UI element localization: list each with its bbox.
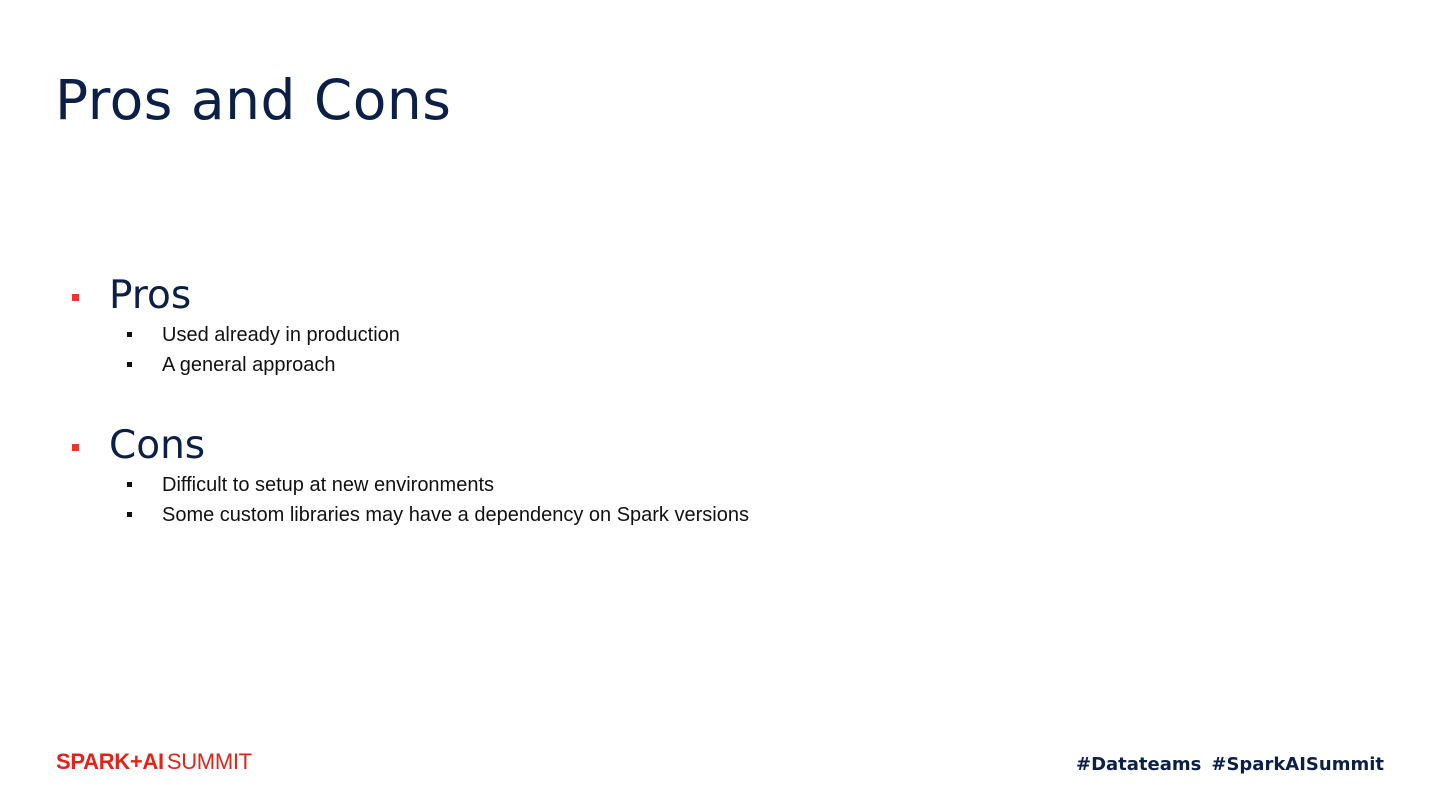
square-bullet-icon [127,482,132,487]
list-item-text: Difficult to setup at new environments [162,474,495,496]
list-item-text: A general approach [162,354,336,376]
square-bullet-icon [127,362,132,367]
pros-heading: Pros [109,273,192,318]
square-bullet-icon [72,294,79,301]
logo-bold-text: SPARK+AI [56,749,164,774]
cons-heading: Cons [109,423,206,468]
list-item [0,352,1440,382]
hashtag-sparkaisummit: #SparkAISummit [1211,754,1384,775]
cons-list [0,472,1440,532]
logo-light-text: SUMMIT [166,749,252,774]
hashtags [1076,752,1384,778]
slide-title: Pros and Cons [55,68,452,132]
cons-heading-row [0,420,1440,472]
pros-list [0,322,1440,382]
pros-heading-row [0,270,1440,322]
list-item [0,322,1440,352]
list-item [0,472,1440,502]
cons-section [0,420,1440,532]
hashtag-datateams: #Datateams [1076,754,1202,775]
square-bullet-icon [127,512,132,517]
square-bullet-icon [127,332,132,337]
square-bullet-icon [72,444,79,451]
list-item-text: Used already in production [162,324,400,346]
spark-ai-summit-logo [56,749,252,775]
list-item [0,502,1440,532]
list-item-text: Some custom libraries may have a dependency on Spark versions [162,504,749,526]
pros-section [0,270,1440,382]
